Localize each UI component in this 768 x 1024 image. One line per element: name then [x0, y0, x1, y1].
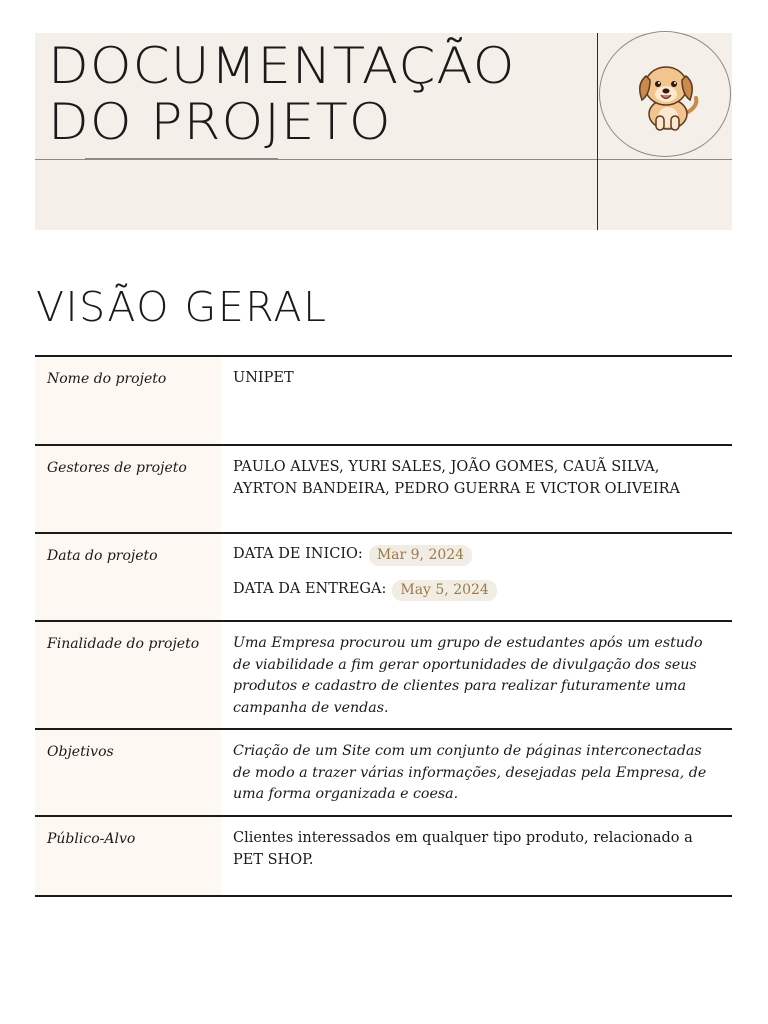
row-label: Nome do projeto [35, 357, 221, 444]
table-row-objectives [35, 728, 732, 815]
start-date-chip[interactable]: Mar 9, 2024 [369, 545, 472, 566]
row-value: Clientes interessados em qualquer tipo produto, relacionado a PET SHOP. [233, 830, 693, 868]
end-date-line [233, 578, 720, 602]
document-title [48, 38, 626, 150]
puppy-icon [626, 54, 704, 134]
table-row-project-name [35, 355, 732, 444]
row-value: Uma Empresa procurou um grupo de estudantes após um estudo de viabilidade a fim gerar oportunidades de divulgação dos seus produtos e cadastro de clientes para realizar futuramente uma campanha de vendas. [233, 635, 703, 716]
document-title-line1: DOCUMENTAÇÃO [48, 37, 516, 95]
logo [599, 31, 731, 157]
end-date-chip[interactable]: May 5, 2024 [392, 580, 496, 601]
row-value: Criação de um Site com um conjunto de páginas interconectadas de modo a trazer várias informações, desejadas pela Empresa, de uma forma organizada e coesa. [233, 743, 707, 802]
start-date-line [233, 543, 720, 567]
row-label: Gestores de projeto [35, 446, 221, 532]
row-value: UNIPET [233, 370, 294, 386]
project-overview-table [35, 355, 732, 897]
table-row-project-dates [35, 532, 732, 620]
section-title: VISÃO GERAL [36, 283, 328, 331]
table-row-target-audience [35, 815, 732, 897]
table-row-project-managers [35, 444, 732, 532]
row-label: Data do projeto [35, 534, 221, 620]
document-title-line2: DO PROJETO [48, 93, 392, 151]
table-row-project-purpose [35, 620, 732, 728]
row-label: Finalidade do projeto [35, 622, 221, 728]
row-label: Objetivos [35, 730, 221, 815]
row-value [221, 534, 732, 620]
start-date-label: DATA DE INICIO: [233, 546, 363, 563]
header-divider-accent [85, 158, 278, 160]
row-value: PAULO ALVES, YURI SALES, JOÃO GOMES, CAUÃ SILVA, AYRTON BANDEIRA, PEDRO GUERRA E VICTOR OLIVEIRA [233, 459, 681, 497]
end-date-label: DATA DA ENTREGA: [233, 581, 387, 598]
row-label: Público-Alvo [35, 817, 221, 895]
